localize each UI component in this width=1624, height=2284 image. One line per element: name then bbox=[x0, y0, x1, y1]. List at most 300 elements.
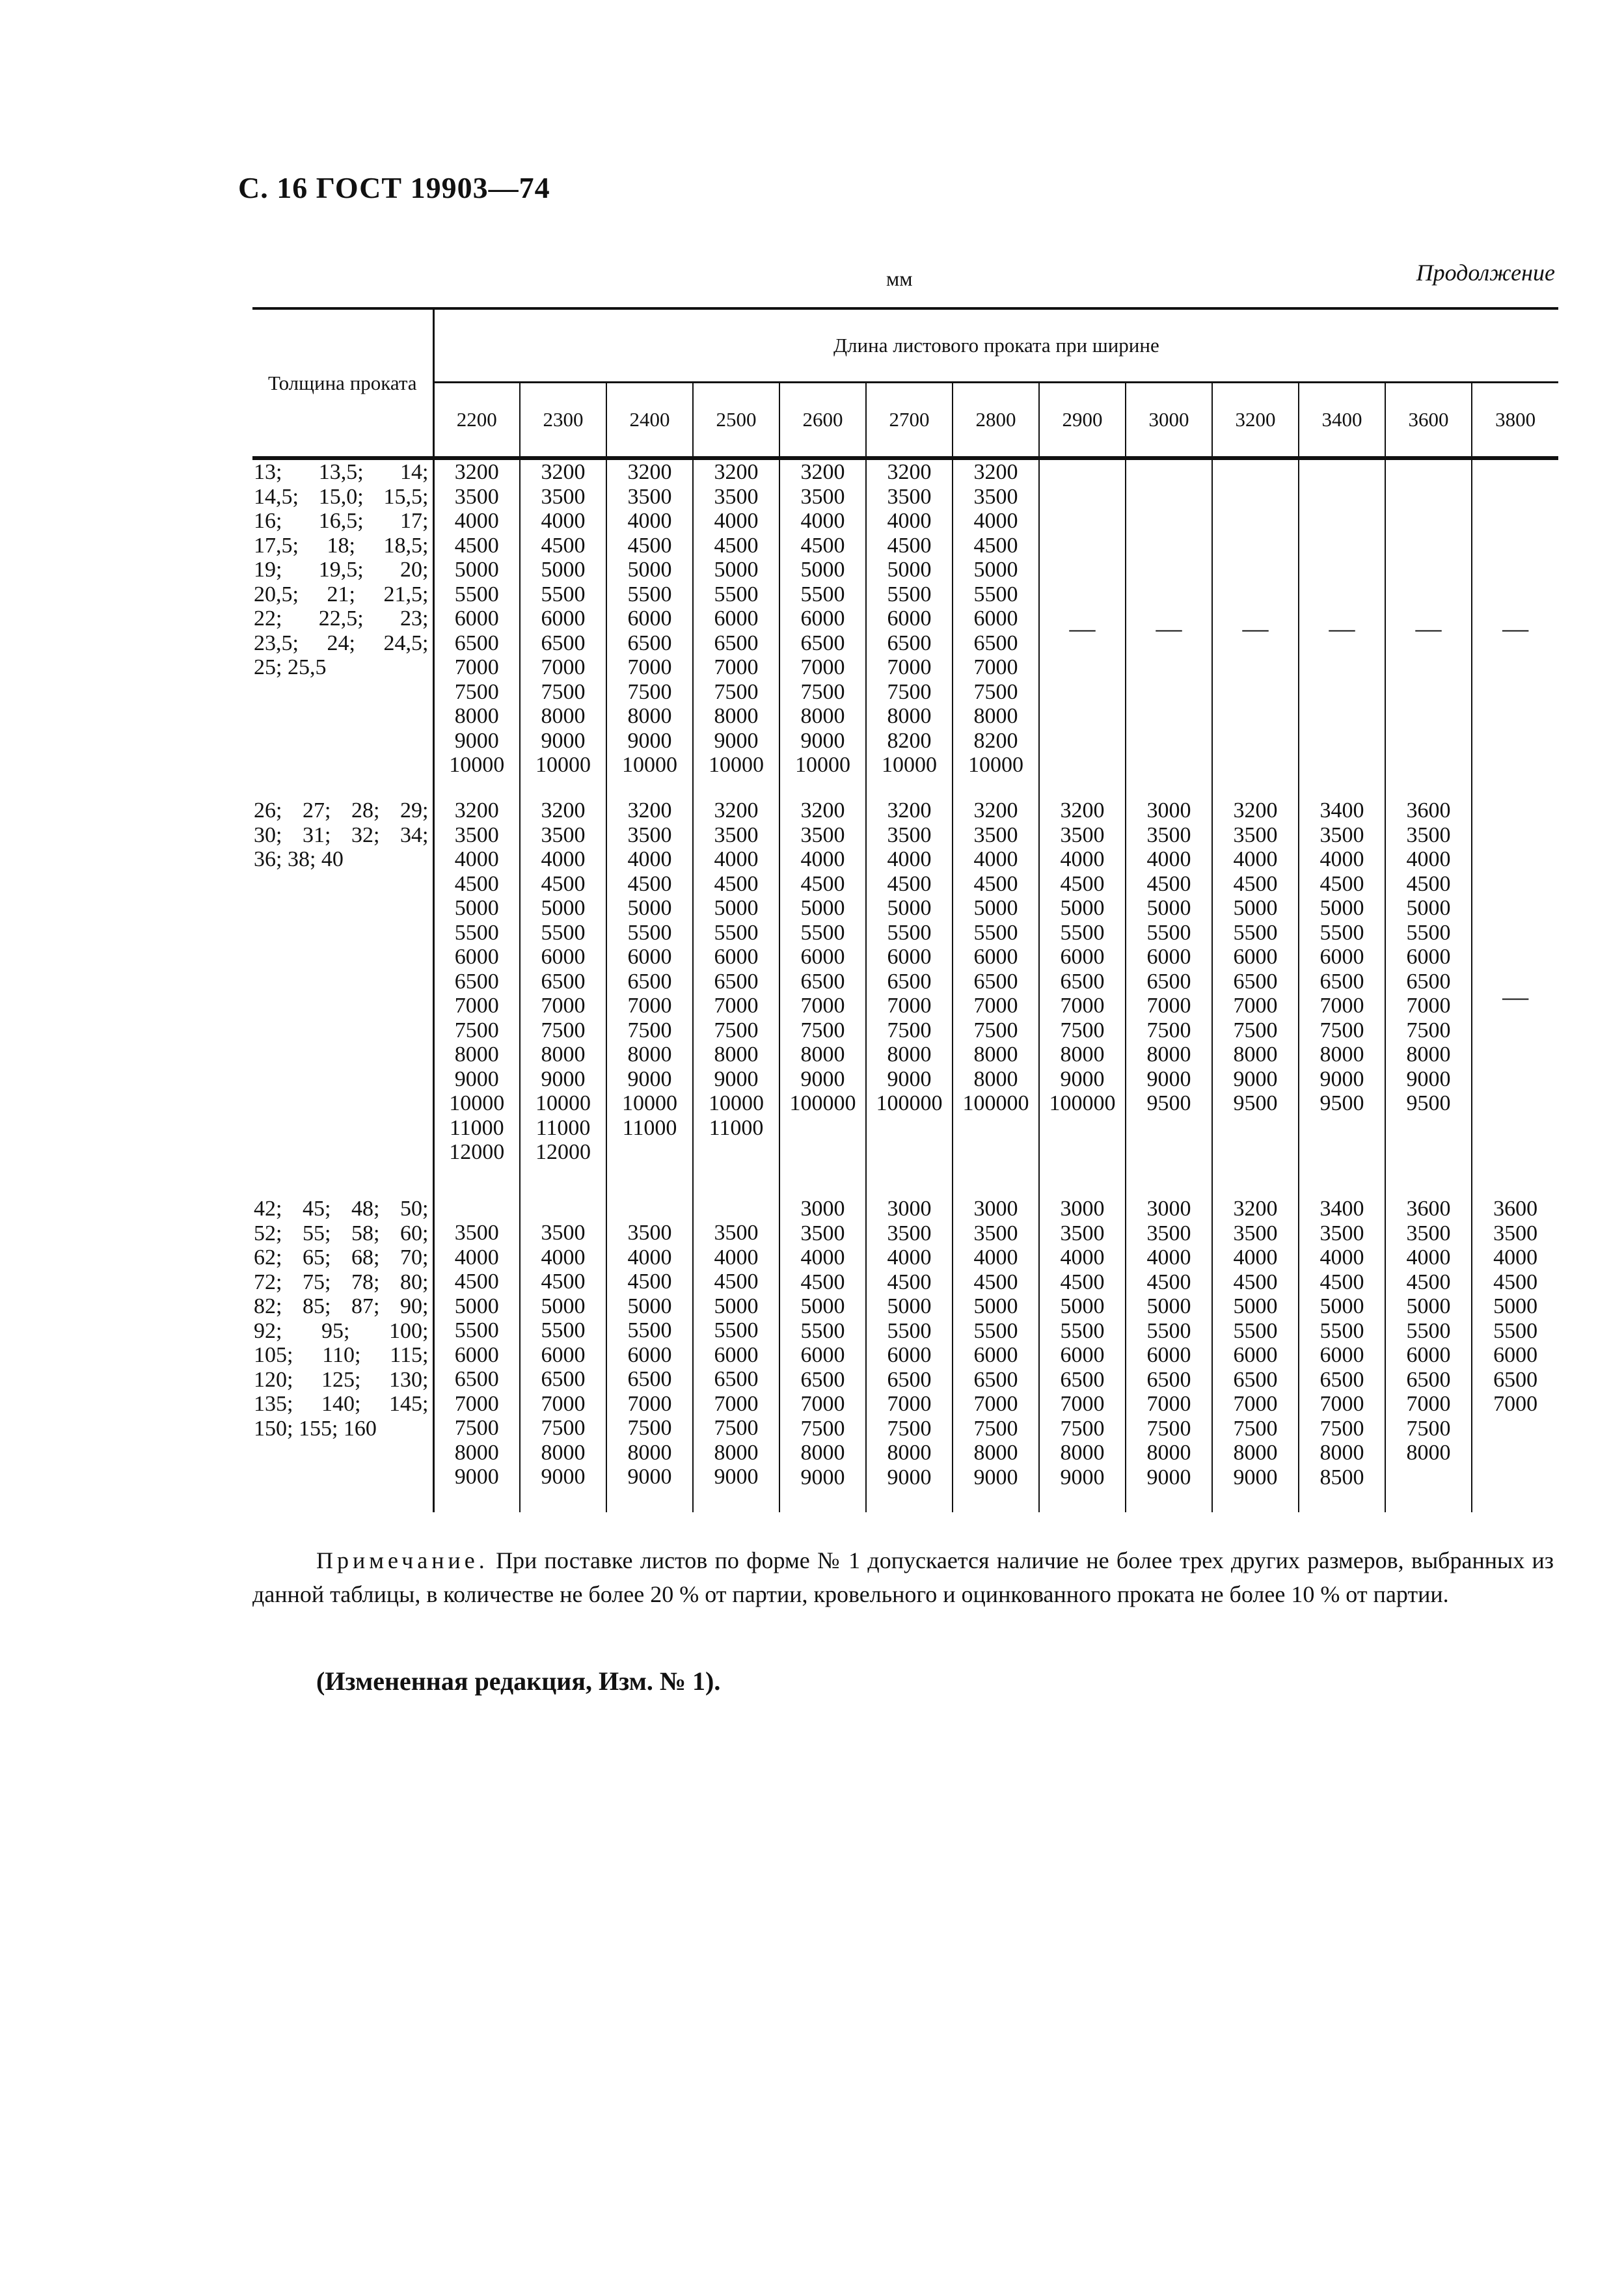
length-value: 3500 bbox=[714, 484, 759, 509]
length-value: 3000 bbox=[887, 1197, 932, 1221]
length-value: 3500 bbox=[973, 484, 1018, 509]
length-value: 7000 bbox=[541, 994, 586, 1018]
table-row bbox=[252, 798, 1558, 1197]
length-value: 5500 bbox=[627, 1318, 672, 1342]
page-title: С. 16 ГОСТ 19903—74 bbox=[238, 171, 550, 204]
width-header-2500: 2500 bbox=[693, 383, 779, 459]
length-value: 7000 bbox=[1406, 994, 1451, 1018]
length-value: 9000 bbox=[1146, 1465, 1191, 1489]
length-value: 7500 bbox=[1320, 1018, 1364, 1042]
length-value: 6000 bbox=[1320, 1343, 1364, 1367]
length-values-cell bbox=[779, 458, 866, 798]
length-value: 3500 bbox=[454, 823, 499, 847]
length-value: 3200 bbox=[973, 460, 1018, 484]
length-value: 10000 bbox=[449, 753, 505, 777]
length-value: 7500 bbox=[1146, 1018, 1191, 1042]
thickness-values: 26; 27; 28; 29; bbox=[254, 798, 429, 823]
length-value: 6000 bbox=[714, 1342, 759, 1367]
empty-length-cell bbox=[1385, 458, 1472, 798]
length-value: 8000 bbox=[973, 1067, 1018, 1091]
thickness-values: 62; 65; 68; 70; bbox=[254, 1245, 429, 1270]
length-value: 5000 bbox=[1406, 1294, 1451, 1318]
length-value: 4500 bbox=[454, 533, 499, 558]
length-value: 6000 bbox=[714, 945, 759, 969]
length-value: 4500 bbox=[1146, 871, 1191, 896]
length-value: 3200 bbox=[1233, 798, 1278, 823]
length-values-cell bbox=[1039, 798, 1126, 1197]
length-value: 6000 bbox=[1060, 945, 1105, 969]
length-value: 4500 bbox=[887, 1270, 932, 1294]
thickness-values: 17,5; 18; 18,5; bbox=[254, 533, 429, 558]
length-value: 10000 bbox=[622, 1091, 677, 1115]
length-value: 6000 bbox=[541, 606, 586, 631]
length-value: 7000 bbox=[1060, 1392, 1105, 1416]
length-value: 6500 bbox=[800, 1367, 845, 1392]
dash-value: — bbox=[1329, 613, 1355, 643]
length-value: 4500 bbox=[627, 871, 672, 896]
length-value: 4500 bbox=[714, 1270, 759, 1294]
width-header-2800: 2800 bbox=[953, 383, 1039, 459]
note-text: При поставке листов по форме № 1 допускается наличие не более трех других размеров, выбранных из данной таблицы, в количестве не более 20 % от партии, кровельного и оцинкованного проката не более 10 % от партии. bbox=[252, 1547, 1554, 1607]
length-value: 5500 bbox=[1320, 920, 1364, 945]
length-value: 4500 bbox=[714, 533, 759, 558]
length-value: 8000 bbox=[1320, 1441, 1364, 1465]
length-values-cell bbox=[1212, 798, 1299, 1197]
length-value: 8000 bbox=[454, 1042, 499, 1067]
length-value: 6000 bbox=[1493, 1343, 1538, 1367]
length-value: 3200 bbox=[541, 460, 586, 484]
length-value: 6000 bbox=[627, 945, 672, 969]
length-value: 3500 bbox=[887, 484, 932, 509]
length-value: 7000 bbox=[454, 1391, 499, 1416]
length-value: 4500 bbox=[627, 1270, 672, 1294]
length-value: 4000 bbox=[973, 509, 1018, 533]
length-value: 3000 bbox=[1146, 1197, 1191, 1221]
thickness-values: 14,5; 15,0; 15,5; bbox=[254, 484, 429, 509]
length-value: 8000 bbox=[714, 704, 759, 728]
length-value: 7000 bbox=[1320, 994, 1364, 1018]
length-value: 4500 bbox=[454, 1270, 499, 1294]
length-value: 3200 bbox=[627, 798, 672, 823]
length-value: 6500 bbox=[1406, 969, 1451, 994]
length-value: 9000 bbox=[887, 1067, 932, 1091]
length-value: 6000 bbox=[541, 945, 586, 969]
length-value: 5500 bbox=[454, 1318, 499, 1342]
length-value: 3500 bbox=[800, 1221, 845, 1245]
empty-length-cell bbox=[1299, 458, 1385, 798]
empty-length-cell bbox=[1472, 458, 1558, 798]
length-value: 7000 bbox=[541, 655, 586, 679]
length-value: 8000 bbox=[800, 1042, 845, 1067]
length-values-cell bbox=[1126, 798, 1212, 1197]
length-value: 10000 bbox=[709, 753, 764, 777]
length-value: 3500 bbox=[627, 1221, 672, 1245]
dash-value: — bbox=[1069, 613, 1096, 643]
length-value: 3200 bbox=[454, 460, 499, 484]
length-value: 9000 bbox=[800, 1465, 845, 1489]
length-value: 7500 bbox=[627, 679, 672, 704]
length-value: 4500 bbox=[887, 871, 932, 896]
length-value: 8000 bbox=[1233, 1042, 1278, 1067]
length-value: 8000 bbox=[627, 1440, 672, 1465]
length-value: 4000 bbox=[1406, 847, 1451, 871]
length-value: 6000 bbox=[1146, 1343, 1191, 1367]
length-value: 4500 bbox=[1060, 871, 1105, 896]
length-value: 5000 bbox=[714, 558, 759, 582]
length-value: 4000 bbox=[1406, 1245, 1451, 1270]
length-value: 9000 bbox=[627, 1465, 672, 1489]
length-value: 7000 bbox=[1406, 1392, 1451, 1416]
length-value: 4000 bbox=[454, 847, 499, 871]
length-value: 3600 bbox=[1406, 1197, 1451, 1221]
length-value: 4000 bbox=[1060, 847, 1105, 871]
length-value: 4000 bbox=[1060, 1245, 1105, 1270]
length-value: 9500 bbox=[1146, 1091, 1191, 1115]
length-values-cell bbox=[1385, 798, 1472, 1197]
thickness-values: 72; 75; 78; 80; bbox=[254, 1270, 429, 1294]
length-value: 10000 bbox=[535, 753, 591, 777]
length-value: 5500 bbox=[1493, 1318, 1538, 1343]
length-value: 9000 bbox=[1146, 1067, 1191, 1091]
length-value: 8000 bbox=[541, 1042, 586, 1067]
length-value: 6000 bbox=[454, 606, 499, 631]
length-value: 9000 bbox=[1233, 1067, 1278, 1091]
thickness-values: 30; 31; 32; 34; bbox=[254, 823, 429, 847]
length-value: 4500 bbox=[541, 871, 586, 896]
sheet-length-table-container bbox=[252, 307, 1554, 1512]
length-value: 8000 bbox=[627, 704, 672, 728]
length-value: 5000 bbox=[800, 1294, 845, 1318]
length-value: 3200 bbox=[627, 460, 672, 484]
length-value: 8000 bbox=[714, 1042, 759, 1067]
length-value: 6500 bbox=[627, 1367, 672, 1391]
width-header-3200: 3200 bbox=[1212, 383, 1299, 459]
length-value: 3000 bbox=[973, 1197, 1018, 1221]
dash-value: — bbox=[1242, 613, 1269, 643]
length-value: 7000 bbox=[1320, 1392, 1364, 1416]
length-value: 7000 bbox=[973, 994, 1018, 1018]
length-value: 3500 bbox=[627, 823, 672, 847]
length-value: 9000 bbox=[454, 728, 499, 753]
length-value: 7500 bbox=[800, 1018, 845, 1042]
length-value: 6000 bbox=[1146, 945, 1191, 969]
length-value: 6500 bbox=[973, 631, 1018, 655]
length-value: 5500 bbox=[714, 1318, 759, 1342]
length-value: 4500 bbox=[1406, 1270, 1451, 1294]
length-value: 5500 bbox=[800, 582, 845, 606]
length-value: 7000 bbox=[973, 1392, 1018, 1416]
length-value: 7000 bbox=[1146, 1392, 1191, 1416]
length-value: 6500 bbox=[541, 969, 586, 994]
length-value: 9000 bbox=[541, 1465, 586, 1489]
thickness-values: 13; 13,5; 14; bbox=[254, 460, 429, 484]
length-value: 7500 bbox=[1146, 1416, 1191, 1441]
length-values-cell bbox=[953, 458, 1039, 798]
length-value: 5500 bbox=[1233, 1318, 1278, 1343]
length-value: 6500 bbox=[1493, 1367, 1538, 1392]
length-value: 5000 bbox=[800, 558, 845, 582]
length-value: 7000 bbox=[541, 1391, 586, 1416]
length-value: 8000 bbox=[887, 1042, 932, 1067]
length-value: 5500 bbox=[973, 920, 1018, 945]
length-value: 4000 bbox=[627, 509, 672, 533]
thickness-values: 19; 19,5; 20; bbox=[254, 558, 429, 582]
length-value: 5000 bbox=[714, 896, 759, 920]
length-values-cell bbox=[693, 798, 779, 1197]
length-value: 8000 bbox=[973, 704, 1018, 728]
length-value: 5000 bbox=[541, 1294, 586, 1318]
length-value: 7000 bbox=[714, 655, 759, 679]
dash-value: — bbox=[1415, 613, 1442, 643]
length-value: 3200 bbox=[714, 798, 759, 823]
length-value: 5000 bbox=[541, 558, 586, 582]
length-value: 5500 bbox=[973, 582, 1018, 606]
length-value: 100000 bbox=[1049, 1091, 1116, 1115]
empty-length-cell bbox=[1212, 458, 1299, 798]
length-value: 8000 bbox=[973, 1042, 1018, 1067]
empty-length-cell bbox=[1472, 798, 1558, 1197]
length-values-cell bbox=[606, 458, 693, 798]
length-value: 7500 bbox=[1320, 1416, 1364, 1441]
length-value: 5000 bbox=[627, 1294, 672, 1318]
length-value: 5000 bbox=[1060, 896, 1105, 920]
length-value: 8000 bbox=[1406, 1042, 1451, 1067]
length-value: 6000 bbox=[627, 606, 672, 631]
length-value: 5000 bbox=[1493, 1294, 1538, 1318]
length-values-cell bbox=[693, 1197, 779, 1512]
length-value: 6500 bbox=[1406, 1367, 1451, 1392]
thickness-values: 92; 95; 100; bbox=[254, 1318, 429, 1343]
length-values-cell bbox=[693, 458, 779, 798]
length-value: 3500 bbox=[1493, 1221, 1538, 1245]
length-value: 8500 bbox=[1320, 1465, 1364, 1489]
length-value: 5000 bbox=[973, 558, 1018, 582]
length-value: 9000 bbox=[541, 728, 586, 753]
length-value: 9000 bbox=[1320, 1067, 1364, 1091]
length-value: 100000 bbox=[876, 1091, 943, 1115]
length-value: 4500 bbox=[714, 871, 759, 896]
length-value: 7500 bbox=[454, 679, 499, 704]
length-value: 3500 bbox=[1146, 823, 1191, 847]
length-value: 5000 bbox=[1320, 896, 1364, 920]
note-label: Примечание. bbox=[316, 1547, 489, 1573]
length-value: 6500 bbox=[1233, 1367, 1278, 1392]
length-value: 9000 bbox=[454, 1067, 499, 1091]
length-value: 3400 bbox=[1320, 798, 1364, 823]
length-values-cell bbox=[520, 458, 606, 798]
length-value: 3500 bbox=[714, 823, 759, 847]
length-value: 7500 bbox=[887, 1416, 932, 1441]
length-value: 6000 bbox=[800, 945, 845, 969]
length-value: 6000 bbox=[887, 1343, 932, 1367]
thickness-values: 42; 45; 48; 50; bbox=[254, 1197, 429, 1221]
length-value: 10000 bbox=[882, 753, 937, 777]
length-value: 9000 bbox=[714, 728, 759, 753]
width-header-3400: 3400 bbox=[1299, 383, 1385, 459]
length-values-cell bbox=[866, 798, 953, 1197]
empty-length-cell bbox=[1039, 458, 1126, 798]
length-value: 5000 bbox=[1233, 1294, 1278, 1318]
length-value: 6000 bbox=[800, 606, 845, 631]
thickness-values: 16; 16,5; 17; bbox=[254, 509, 429, 533]
length-value: 5000 bbox=[454, 558, 499, 582]
length-value: 6500 bbox=[714, 631, 759, 655]
length-value: 8000 bbox=[1406, 1441, 1451, 1465]
length-value: 3500 bbox=[973, 1221, 1018, 1245]
length-value: 6500 bbox=[454, 969, 499, 994]
length-value: 4000 bbox=[454, 1245, 499, 1270]
length-values-cell bbox=[433, 798, 520, 1197]
length-value: 3500 bbox=[1320, 1221, 1364, 1245]
length-value: 7000 bbox=[800, 1392, 845, 1416]
length-value: 5000 bbox=[1320, 1294, 1364, 1318]
length-value: 3500 bbox=[1406, 823, 1451, 847]
length-value: 6500 bbox=[541, 631, 586, 655]
length-value: 7000 bbox=[627, 1391, 672, 1416]
length-value: 3200 bbox=[973, 798, 1018, 823]
length-value: 5500 bbox=[627, 920, 672, 945]
length-value: 4000 bbox=[800, 847, 845, 871]
width-header-2700: 2700 bbox=[866, 383, 953, 459]
length-value: 6000 bbox=[1233, 1343, 1278, 1367]
length-value: 3500 bbox=[541, 1221, 586, 1245]
width-header-3800: 3800 bbox=[1472, 383, 1558, 459]
length-value: 7500 bbox=[627, 1018, 672, 1042]
length-value: 7000 bbox=[1493, 1392, 1538, 1416]
length-value: 5500 bbox=[454, 582, 499, 606]
table-note bbox=[252, 1543, 1554, 1611]
thickness-values: 22; 22,5; 23; bbox=[254, 606, 429, 631]
length-value: 5000 bbox=[454, 896, 499, 920]
length-value: 7500 bbox=[800, 679, 845, 704]
length-value: 3500 bbox=[1060, 1221, 1105, 1245]
length-value: 5500 bbox=[714, 582, 759, 606]
length-value: 8000 bbox=[887, 704, 932, 728]
width-header-2900: 2900 bbox=[1039, 383, 1126, 459]
thickness-values: 82; 85; 87; 90; bbox=[254, 1294, 429, 1318]
length-value: 3500 bbox=[454, 484, 499, 509]
length-value: 5500 bbox=[887, 920, 932, 945]
thickness-values: 52; 55; 58; 60; bbox=[254, 1221, 429, 1245]
length-value: 6000 bbox=[1060, 1343, 1105, 1367]
length-value: 10000 bbox=[622, 753, 677, 777]
length-value: 9000 bbox=[1406, 1067, 1451, 1091]
length-value: 3200 bbox=[1060, 798, 1105, 823]
length-value: 8000 bbox=[541, 704, 586, 728]
length-value: 5500 bbox=[1233, 920, 1278, 945]
length-value: 9000 bbox=[887, 1465, 932, 1489]
length-value: 7500 bbox=[714, 679, 759, 704]
length-value: 7500 bbox=[1060, 1416, 1105, 1441]
length-value: 9000 bbox=[627, 728, 672, 753]
dash-value: — bbox=[1156, 613, 1182, 643]
length-value: 5500 bbox=[1146, 1318, 1191, 1343]
width-header-3000: 3000 bbox=[1126, 383, 1212, 459]
length-value: 3500 bbox=[887, 1221, 932, 1245]
length-value: 4500 bbox=[541, 533, 586, 558]
thickness-values: 105; 110; 115; bbox=[254, 1343, 429, 1367]
length-value: 9500 bbox=[1320, 1091, 1364, 1115]
length-value: 3200 bbox=[714, 460, 759, 484]
length-by-width-header: Длина листового проката при ширине bbox=[433, 308, 1558, 383]
length-value: 11000 bbox=[535, 1115, 591, 1140]
length-value: 3500 bbox=[800, 484, 845, 509]
length-value: 5500 bbox=[800, 1318, 845, 1343]
length-value: 4000 bbox=[627, 1245, 672, 1270]
length-value: 7500 bbox=[1233, 1018, 1278, 1042]
header-row-widths bbox=[252, 383, 1558, 459]
length-value: 4500 bbox=[800, 1270, 845, 1294]
length-value: 3500 bbox=[541, 484, 586, 509]
length-value: 5500 bbox=[714, 920, 759, 945]
table-row bbox=[252, 458, 1558, 798]
thickness-values: 150; 155; 160 bbox=[254, 1416, 377, 1441]
length-value: 4500 bbox=[973, 1270, 1018, 1294]
length-value: 4000 bbox=[1146, 847, 1191, 871]
length-value: 3200 bbox=[454, 798, 499, 823]
length-value: 7500 bbox=[714, 1018, 759, 1042]
length-value: 3500 bbox=[1233, 1221, 1278, 1245]
length-value: 5000 bbox=[887, 558, 932, 582]
length-value: 6000 bbox=[541, 1342, 586, 1367]
header-row-group bbox=[252, 308, 1558, 383]
thickness-cell bbox=[252, 1197, 433, 1512]
length-value: 5500 bbox=[1320, 1318, 1364, 1343]
length-value: 9000 bbox=[714, 1067, 759, 1091]
length-value: 7000 bbox=[714, 1391, 759, 1416]
length-value: 3500 bbox=[800, 823, 845, 847]
length-value: 6000 bbox=[887, 606, 932, 631]
length-value: 6500 bbox=[1146, 1367, 1191, 1392]
length-value: 7000 bbox=[1060, 994, 1105, 1018]
length-value: 7500 bbox=[973, 1416, 1018, 1441]
length-value: 7000 bbox=[454, 994, 499, 1018]
length-value: 5000 bbox=[714, 1294, 759, 1318]
length-value: 5500 bbox=[1406, 1318, 1451, 1343]
length-values-cell bbox=[779, 1197, 866, 1512]
length-values-cell bbox=[520, 1197, 606, 1512]
length-value: 10000 bbox=[449, 1091, 505, 1115]
length-value: 4500 bbox=[627, 533, 672, 558]
length-values-cell bbox=[953, 798, 1039, 1197]
thickness-values: 23,5; 24; 24,5; bbox=[254, 631, 429, 655]
length-value: 3500 bbox=[1146, 1221, 1191, 1245]
length-value: 4500 bbox=[1146, 1270, 1191, 1294]
length-value: 3500 bbox=[1060, 823, 1105, 847]
length-value: 6500 bbox=[887, 631, 932, 655]
length-value: 7500 bbox=[887, 1018, 932, 1042]
length-value: 5000 bbox=[887, 896, 932, 920]
thickness-column-header: Толщина проката bbox=[252, 308, 433, 458]
length-value: 6500 bbox=[714, 969, 759, 994]
length-value: 6500 bbox=[1233, 969, 1278, 994]
length-values-cell bbox=[1299, 798, 1385, 1197]
length-value: 5500 bbox=[800, 920, 845, 945]
length-value: 9000 bbox=[627, 1067, 672, 1091]
length-values-cell bbox=[1385, 1197, 1472, 1512]
length-value: 6500 bbox=[887, 1367, 932, 1392]
length-value: 12000 bbox=[535, 1140, 591, 1164]
length-values-cell bbox=[433, 1197, 520, 1512]
length-values-cell bbox=[866, 1197, 953, 1512]
length-value: 4500 bbox=[1233, 871, 1278, 896]
length-value: 6500 bbox=[1320, 1367, 1364, 1392]
length-value: 4500 bbox=[973, 871, 1018, 896]
length-value: 5000 bbox=[800, 896, 845, 920]
revision-note: (Измененная редакция, Изм. № 1). bbox=[316, 1666, 721, 1696]
length-value: 5000 bbox=[1146, 896, 1191, 920]
length-value: 7500 bbox=[1406, 1416, 1451, 1441]
